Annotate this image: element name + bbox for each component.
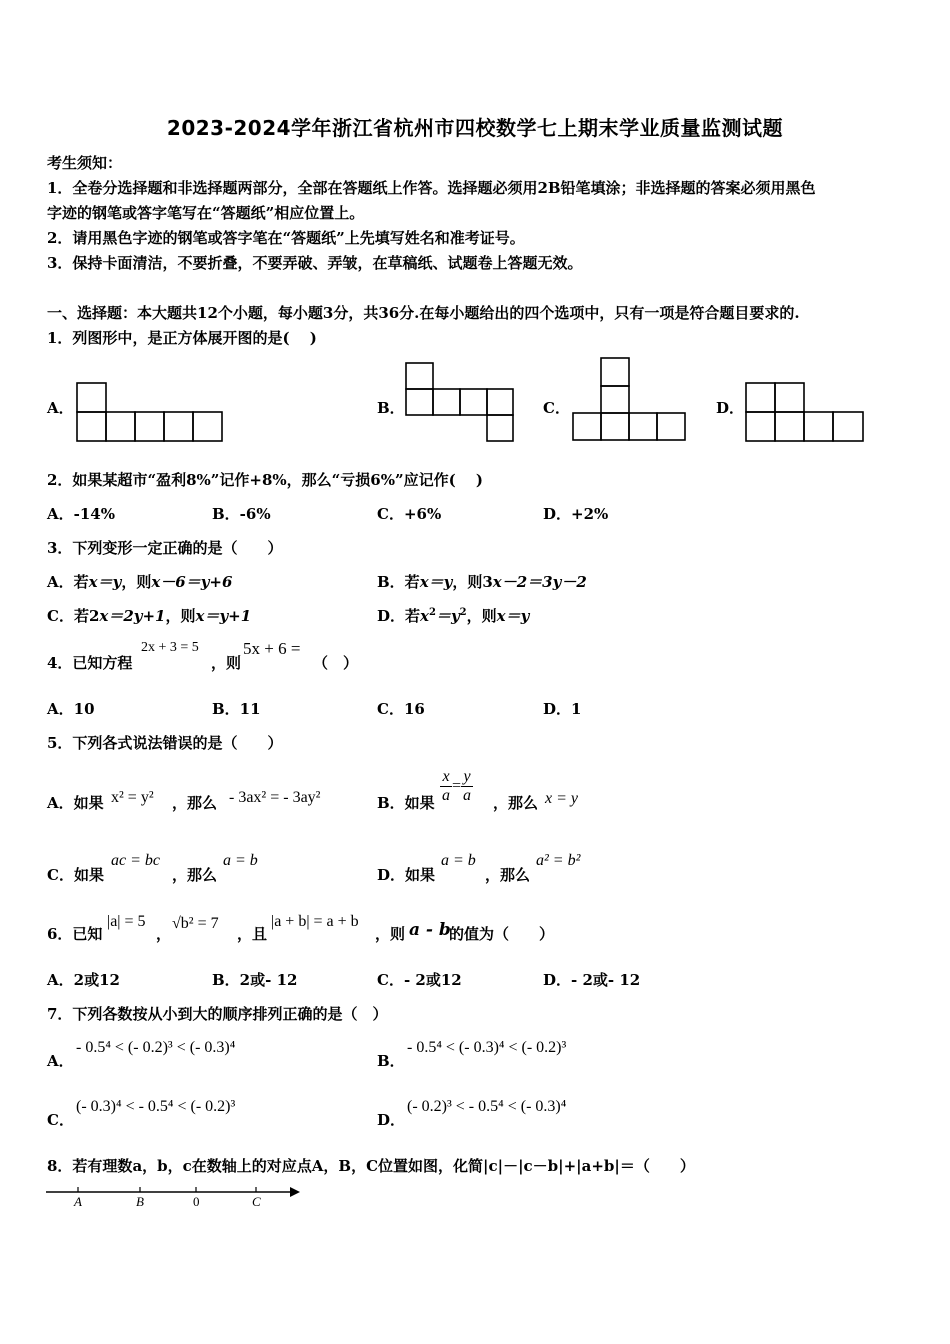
q5-c-condition: ac = bc xyxy=(111,852,160,869)
q5-b-mid: ，那么 xyxy=(493,794,539,812)
q6-suffix: 的值为（ ） xyxy=(449,925,555,943)
q6-option-a: A．2或12 xyxy=(47,971,120,989)
q3-b-mid: ，则3 xyxy=(452,573,493,591)
q7-option-c-label: C． xyxy=(47,1111,74,1129)
q1-figure-d xyxy=(745,382,867,442)
q5-d-condition: a = b xyxy=(441,852,476,869)
q3-option-a xyxy=(47,571,232,592)
q3-d-result: x＝y xyxy=(496,607,530,625)
q5-d-mid: ，那么 xyxy=(485,866,531,884)
q1-figure-b xyxy=(405,362,515,444)
q3-c-result: x＝y+1 xyxy=(195,607,252,625)
q4-stem-prefix: 4．已知方程 xyxy=(47,654,133,672)
q6-option-d: D．- 2或- 12 xyxy=(543,971,641,989)
q5-c-mid: ，那么 xyxy=(172,866,218,884)
q6-option-c: C．- 2或12 xyxy=(377,971,462,989)
q7-option-a: - 0.5⁴ < (- 0.2)³ < (- 0.3)⁴ xyxy=(76,1039,236,1056)
q1-option-b-label: B． xyxy=(377,399,405,417)
q5-b-label: B．如果 xyxy=(377,794,435,812)
q8-stem: 8．若有理数a，b，c在数轴上的对应点A，B，C位置如图，化简|c|－|c－b|+|a+b|＝（ ） xyxy=(47,1157,695,1175)
q5-c-result: a = b xyxy=(223,852,258,869)
q5-d-result: a² = b² xyxy=(536,852,581,869)
q1-figure-c xyxy=(572,357,688,443)
q4-option-b: B．11 xyxy=(212,700,261,718)
q3-b-result: x－2＝3y－2 xyxy=(492,573,587,591)
q1-option-c-label: C． xyxy=(543,399,570,417)
page-title: 2023-2024学年浙江省杭州市四校数学七上期末学业质量监测试题 xyxy=(166,116,784,140)
q6-condition-3: |a + b| = a + b xyxy=(271,913,359,930)
q6-condition-2: √b² = 7 xyxy=(172,915,219,932)
q6-prefix: 6．已知 xyxy=(47,925,103,943)
q4-suffix: （ ） xyxy=(313,654,359,672)
q8-axis-label-a: A xyxy=(74,1194,82,1209)
q8-axis-label-zero: 0 xyxy=(193,1194,200,1209)
q3-a-label: A．若 xyxy=(47,573,89,591)
q2-stem: 2．如果某超市“盈利8%”记作+8%，那么“亏损6%”应记作( ) xyxy=(47,471,484,489)
q5-b-frac-right: $\frac{y}{a}$ xyxy=(463,768,472,804)
q5-b-frac-left: $\frac{x}{a}$ xyxy=(442,768,450,804)
q5-b-condition: $\frac{x}{a}$ = $\frac{y}{a}$ xyxy=(442,768,472,804)
notice-item-1-line-2: 字迹的钢笔或答字笔写在“答题纸”相应位置上。 xyxy=(47,204,365,222)
q2-option-d: D．+2% xyxy=(543,505,609,523)
q3-d-y: ＝y xyxy=(435,607,460,625)
q4-equation-1: 2x + 3 = 5 xyxy=(141,640,199,655)
notice-item-1-line-1: 1．全卷分选择题和非选择题两部分，全部在答题纸上作答。选择题必须用2B铅笔填涂；非选择题的答案必须用黑色 xyxy=(47,179,816,197)
q6-option-b: B．2或- 12 xyxy=(212,971,298,989)
q8-axis-label-b: B xyxy=(136,1194,144,1209)
q3-b-label: B．若 xyxy=(377,573,420,591)
q5-a-label: A．如果 xyxy=(47,794,104,812)
q4-option-c: C．16 xyxy=(377,700,425,718)
q5-d-label: D．如果 xyxy=(377,866,436,884)
q8-axis-label-c: C xyxy=(252,1194,261,1209)
q1-option-a-label: A． xyxy=(47,399,74,417)
q5-c-label: C．如果 xyxy=(47,866,104,884)
q3-a-result: x－6＝y+6 xyxy=(151,573,233,591)
q3-d-mid: ，则 xyxy=(466,607,497,625)
q4-equation-2: 5x + 6 = xyxy=(243,639,301,658)
q8-number-line xyxy=(44,1183,306,1213)
q2-option-b: B．-6% xyxy=(212,505,271,523)
q3-c-label: C．若2 xyxy=(47,607,100,625)
q3-stem: 3．下列变形一定正确的是（ ） xyxy=(47,539,283,557)
q1-stem: 1．列图形中，是正方体展开图的是( ) xyxy=(47,329,317,347)
q4-option-d: D．1 xyxy=(543,700,582,718)
q3-c-mid: ，则 xyxy=(165,607,196,625)
q3-a-mid: ，则 xyxy=(121,573,152,591)
q3-a-cond: x＝y xyxy=(88,573,122,591)
q4-option-a: A．10 xyxy=(47,700,95,718)
q6-expression: a - b xyxy=(409,920,451,940)
notice-item-3: 3．保持卡面清洁，不要折叠，不要弄破、弄皱，在草稿纸、试题卷上答题无效。 xyxy=(47,254,583,272)
q3-d-x: x xyxy=(420,607,429,625)
q1-figure-a xyxy=(76,382,226,442)
q7-option-d-label: D． xyxy=(377,1111,406,1129)
q3-d-label: D．若 xyxy=(377,607,421,625)
q7-option-d: (- 0.2)³ < - 0.5⁴ < (- 0.3)⁴ xyxy=(407,1098,567,1115)
q2-option-a: A．-14% xyxy=(47,505,115,523)
q2-option-c: C．+6% xyxy=(377,505,442,523)
q3-option-d: D．若$x^2=y^2$，则x＝y xyxy=(377,607,530,625)
q5-a-result: - 3ax² = - 3ay² xyxy=(229,789,321,806)
q5-a-mid: ，那么 xyxy=(172,794,218,812)
q6-sep-1: ， xyxy=(156,925,172,943)
q3-option-c xyxy=(47,605,251,626)
q3-option-b xyxy=(377,571,587,592)
section-heading: 一、选择题：本大题共12个小题，每小题3分，共36分.在每小题给出的四个选项中，只有一项是符合题目要求的. xyxy=(47,304,800,322)
notice-item-2: 2．请用黑色字迹的钢笔或答字笔在“答题纸”上先填写姓名和准考证号。 xyxy=(47,229,525,247)
q6-condition-1: |a| = 5 xyxy=(107,913,146,930)
q7-option-b: - 0.5⁴ < (- 0.3)⁴ < (- 0.2)³ xyxy=(407,1039,567,1056)
q5-b-result: x = y xyxy=(545,790,578,807)
q7-option-b-label: B． xyxy=(377,1052,405,1070)
q1-option-d-label: D． xyxy=(716,399,745,417)
q4-middle: ，则 xyxy=(211,654,242,672)
q6-sep-2: ，且 xyxy=(237,925,268,943)
q5-stem: 5．下列各式说法错误的是（ ） xyxy=(47,734,283,752)
q3-b-cond: x＝y xyxy=(419,573,453,591)
q7-option-c: (- 0.3)⁴ < - 0.5⁴ < (- 0.2)³ xyxy=(76,1098,236,1115)
q7-option-a-label: A． xyxy=(47,1052,74,1070)
q3-c-cond: x＝2y+1 xyxy=(99,607,166,625)
notice-heading: 考生须知： xyxy=(47,154,123,172)
q6-mid: ，则 xyxy=(375,925,406,943)
q5-a-condition: x² = y² xyxy=(111,789,154,806)
q7-stem: 7．下列各数按从小到大的顺序排列正确的是（ ） xyxy=(47,1005,388,1023)
